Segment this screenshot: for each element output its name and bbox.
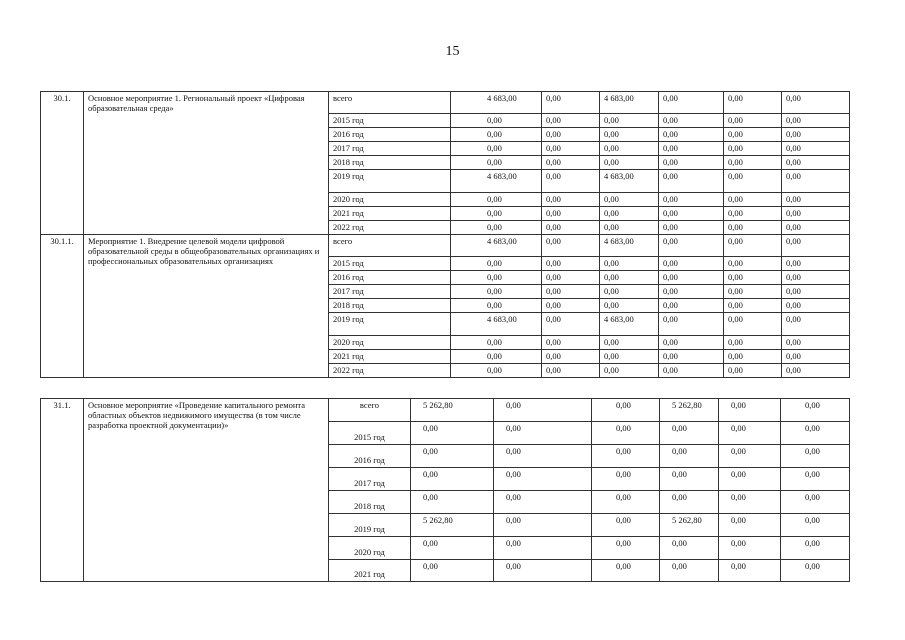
table-row: 30.1. Основное мероприятие 1. Региональный проект «Цифровая образовательная среда» всего 4 683,00 0,00 4 683,00 0,00 0,00 0,00 xyxy=(41,92,850,114)
table-row: 2018 год 0,00 0,00 0,00 0,00 0,00 0,00 xyxy=(41,156,850,170)
table-row: 2018 год 0,00 0,00 0,00 0,00 0,00 0,00 xyxy=(41,299,850,313)
table-row: 2020 год 0,00 0,00 0,00 0,00 0,00 0,00 xyxy=(41,336,850,350)
table-row: 2016 год 0,00 0,00 0,00 0,00 0,00 0,00 xyxy=(41,128,850,142)
table-row: 2019 год 5 262,80 0,00 0,00 5 262,80 0,00 0,00 xyxy=(41,514,850,537)
year-cell: всего xyxy=(329,92,451,114)
section-name: Основное мероприятие «Проведение капитального ремонта областных объектов недвижимого имущества (в том числе разработка проектной документации)» xyxy=(84,399,329,582)
table-row: 2022 год 0,00 0,00 0,00 0,00 0,00 0,00 xyxy=(41,221,850,235)
table-row: 2021 год 0,00 0,00 0,00 0,00 0,00 0,00 xyxy=(41,560,850,582)
budget-table-1 xyxy=(40,91,850,378)
section-name: Основное мероприятие 1. Региональный проект «Цифровая образовательная среда» xyxy=(84,92,329,235)
table-row: 2015 год 0,00 0,00 0,00 0,00 0,00 0,00 xyxy=(41,422,850,445)
table-row: 31.1. Основное мероприятие «Проведение капитального ремонта областных объектов недвижимого имущества (в том числе разработка проектной документации)» всего 5 262,80 0,00 0,00 5 262,80 0,00 0,00 xyxy=(41,399,850,422)
table-row: 2016 год 0,00 0,00 0,00 0,00 0,00 0,00 xyxy=(41,445,850,468)
table-row: 2021 год 0,00 0,00 0,00 0,00 0,00 0,00 xyxy=(41,350,850,364)
table-row: 2015 год 0,00 0,00 0,00 0,00 0,00 0,00 xyxy=(41,114,850,128)
section-code: 31.1. xyxy=(41,399,84,582)
table-row: 2022 год 0,00 0,00 0,00 0,00 0,00 0,00 xyxy=(41,364,850,378)
table-row: 2019 год 4 683,00 0,00 4 683,00 0,00 0,00 0,00 xyxy=(41,313,850,336)
budget-table-2 xyxy=(40,398,850,582)
table-row: 2020 год 0,00 0,00 0,00 0,00 0,00 0,00 xyxy=(41,193,850,207)
page-number: 15 xyxy=(445,44,460,59)
section-code: 30.1.1. xyxy=(41,235,84,378)
table-row: 2021 год 0,00 0,00 0,00 0,00 0,00 0,00 xyxy=(41,207,850,221)
table-row: 2017 год 0,00 0,00 0,00 0,00 0,00 0,00 xyxy=(41,468,850,491)
table-row: 2017 год 0,00 0,00 0,00 0,00 0,00 0,00 xyxy=(41,142,850,156)
table-row: 2016 год 0,00 0,00 0,00 0,00 0,00 0,00 xyxy=(41,271,850,285)
table-row: 2020 год 0,00 0,00 0,00 0,00 0,00 0,00 xyxy=(41,537,850,560)
table-row: 2015 год 0,00 0,00 0,00 0,00 0,00 0,00 xyxy=(41,257,850,271)
table-row: 2018 год 0,00 0,00 0,00 0,00 0,00 0,00 xyxy=(41,491,850,514)
section-name: Мероприятие 1. Внедрение целевой модели цифровой образовательной среды в общеобразовательных организациях и профессиональных образовательных организациях xyxy=(84,235,329,378)
table-row: 30.1.1. Мероприятие 1. Внедрение целевой модели цифровой образовательной среды в общеобразовательных организациях и профессиональных образовательных организациях всего 4 683,00 0,00 4 683,00 0,00 0,00 0,00 xyxy=(41,235,850,257)
table-row: 2019 год 4 683,00 0,00 4 683,00 0,00 0,00 0,00 xyxy=(41,170,850,193)
table-row: 2017 год 0,00 0,00 0,00 0,00 0,00 0,00 xyxy=(41,285,850,299)
section-code: 30.1. xyxy=(41,92,84,235)
